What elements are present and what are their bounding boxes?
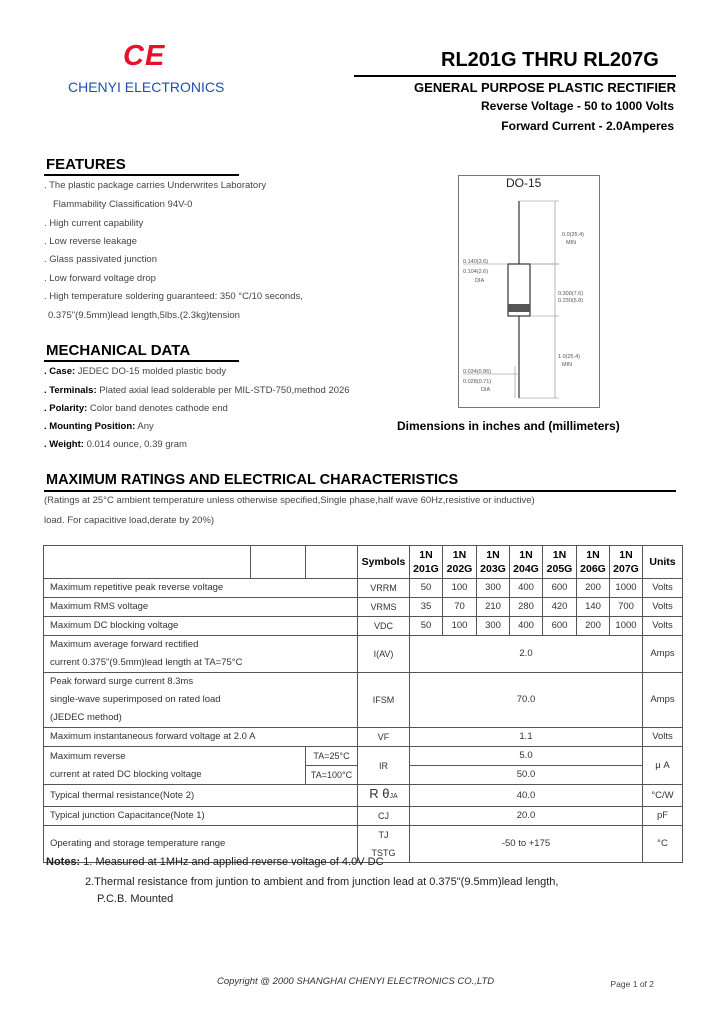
forward-current-spec: Forward Current - 2.0Amperes (501, 119, 674, 133)
table-row-ir-100: TA=100°C 50.0 (44, 766, 683, 785)
svg-text:0.034(0.86): 0.034(0.86) (463, 369, 492, 375)
svg-text:DIA: DIA (475, 278, 485, 284)
copyright-footer: Copyright @ 2000 SHANGHAI CHENYI ELECTRONICS CO.,LTD (217, 976, 495, 987)
do15-outline-diagram (459, 176, 599, 407)
part-header: 1N 201G (410, 546, 443, 579)
page-number: Page 1 of 2 (610, 979, 654, 989)
ratings-table (43, 545, 683, 863)
feature-item: . High temperature soldering guaranteed: 350 °C/10 seconds, (44, 291, 303, 302)
svg-text:MIN: MIN (562, 362, 573, 368)
feature-item: . High current capability (44, 218, 144, 229)
dimensions-caption: Dimensions in inches and (millimeters) (397, 419, 620, 433)
reverse-voltage-spec: Reverse Voltage - 50 to 1000 Volts (481, 99, 674, 113)
units-header: Units (643, 546, 683, 579)
part-header: 1N 203G (477, 546, 510, 579)
ratings-note-line2: load. For capacitive load,derate by 20%) (44, 515, 215, 526)
table-row-cj: Typical junction Capacitance(Note 1) CJ 20.0 pF (44, 807, 683, 826)
table-header-row (44, 546, 683, 579)
feature-item: . Glass passivated junction (44, 254, 158, 265)
part-header: 1N 202G (443, 546, 477, 579)
feature-item: Flammability Classification 94V-0 (53, 199, 193, 210)
note-2-cont: P.C.B. Mounted (97, 893, 174, 905)
table-row-temp: Operating and storage temperature range TJ TSTG -50 to +175 °C (44, 826, 683, 863)
svg-text:DIA: DIA (481, 387, 491, 393)
mechanical-heading: MECHANICAL DATA (46, 342, 191, 359)
symbols-header: Symbols (358, 546, 410, 579)
svg-text:0.028(0.71): 0.028(0.71) (463, 379, 492, 385)
title-divider (354, 75, 676, 77)
package-name: DO-15 (506, 176, 542, 190)
features-heading: FEATURES (46, 156, 126, 173)
feature-item: . Low forward voltage drop (44, 273, 156, 284)
package-drawing (458, 175, 600, 408)
table-row-iav: Maximum average forward rectified current 0.375"(9.5mm)lead length at TA=75°C I(AV) 2.0 Amps (44, 636, 683, 673)
svg-text:MIN: MIN (566, 240, 577, 246)
feature-item: . The plastic package carries Underwrites Laboratory (44, 180, 267, 191)
cathode-band (508, 304, 530, 312)
note-2: 2.Thermal resistance from juntion to ambient and from junction lead at 0.375"(9.5mm)lead length, (85, 876, 559, 888)
table-row-vdc: Maximum DC blocking voltage VDC 50 100 300 400 600 200 1000 Volts (44, 617, 683, 636)
feature-item: . Low reverse leakage (44, 236, 137, 247)
part-header: 1N 207G (610, 546, 643, 579)
note-1: Notes: 1. Measured at 1MHz and applied reverse voltage of 4.0V DC (46, 856, 384, 868)
table-row-rth: Typical thermal resistance(Note 2) R θJA 40.0 °C/W (44, 785, 683, 807)
svg-text:0.140(3.6): 0.140(3.6) (463, 259, 489, 265)
features-divider (44, 174, 239, 176)
company-logo: CE (123, 40, 166, 72)
svg-text:0.230(5.8): 0.230(5.8) (558, 298, 584, 304)
table-row-vrrm: Maximum repetitive peak reverse voltage VRRM 50 100 300 400 600 200 1000 Volts (44, 579, 683, 598)
mechanical-item-terminals: . Terminals: Plated axial lead solderable per MIL-STD-750,method 2026 (44, 385, 350, 396)
svg-text:1.0(25.4): 1.0(25.4) (558, 354, 581, 360)
mechanical-item-mounting: . Mounting Position: Any (44, 421, 154, 432)
part-header: 1N 204G (510, 546, 543, 579)
ratings-note-line1: (Ratings at 25°C ambient temperature unless otherwise specified,Single phase,half wave 60Hz,resistive or inductive) (44, 495, 535, 506)
mechanical-item-case: . Case: JEDEC DO-15 molded plastic body (44, 366, 227, 377)
svg-text:0.0(25.4): 0.0(25.4) (562, 232, 585, 238)
mechanical-divider (44, 360, 239, 362)
document-title: RL201G THRU RL207G (441, 49, 659, 71)
svg-text:0.104(2.6): 0.104(2.6) (463, 269, 489, 275)
mechanical-item-polarity: . Polarity: Color band denotes cathode end (44, 403, 228, 414)
svg-text:0.300(7.6): 0.300(7.6) (558, 291, 584, 297)
company-name: CHENYI ELECTRONICS (68, 79, 225, 95)
part-header: 1N 205G (543, 546, 577, 579)
table-row-vf: Maximum instantaneous forward voltage at 2.0 A VF 1.1 Volts (44, 728, 683, 747)
ratings-heading: MAXIMUM RATINGS AND ELECTRICAL CHARACTERISTICS (46, 472, 459, 488)
part-header: 1N 206G (577, 546, 610, 579)
table-row-vrms: Maximum RMS voltage VRMS 35 70 210 280 420 140 700 Volts (44, 598, 683, 617)
table-row-ifsm: Peak forward surge current 8.3ms single-wave superimposed on rated load (JEDEC method) IFSM 70.0 Amps (44, 673, 683, 728)
feature-item: 0.375"(9.5mm)lead length,5lbs.(2.3kg)tension (48, 310, 240, 321)
document-subtitle: GENERAL PURPOSE PLASTIC RECTIFIER (414, 80, 676, 95)
table-row-ir-25: Maximum reverse current at rated DC blocking voltage TA=25°C IR 5.0 μ A (44, 747, 683, 766)
mechanical-item-weight: . Weight: 0.014 ounce, 0.39 gram (44, 439, 187, 450)
ratings-divider (44, 490, 676, 492)
